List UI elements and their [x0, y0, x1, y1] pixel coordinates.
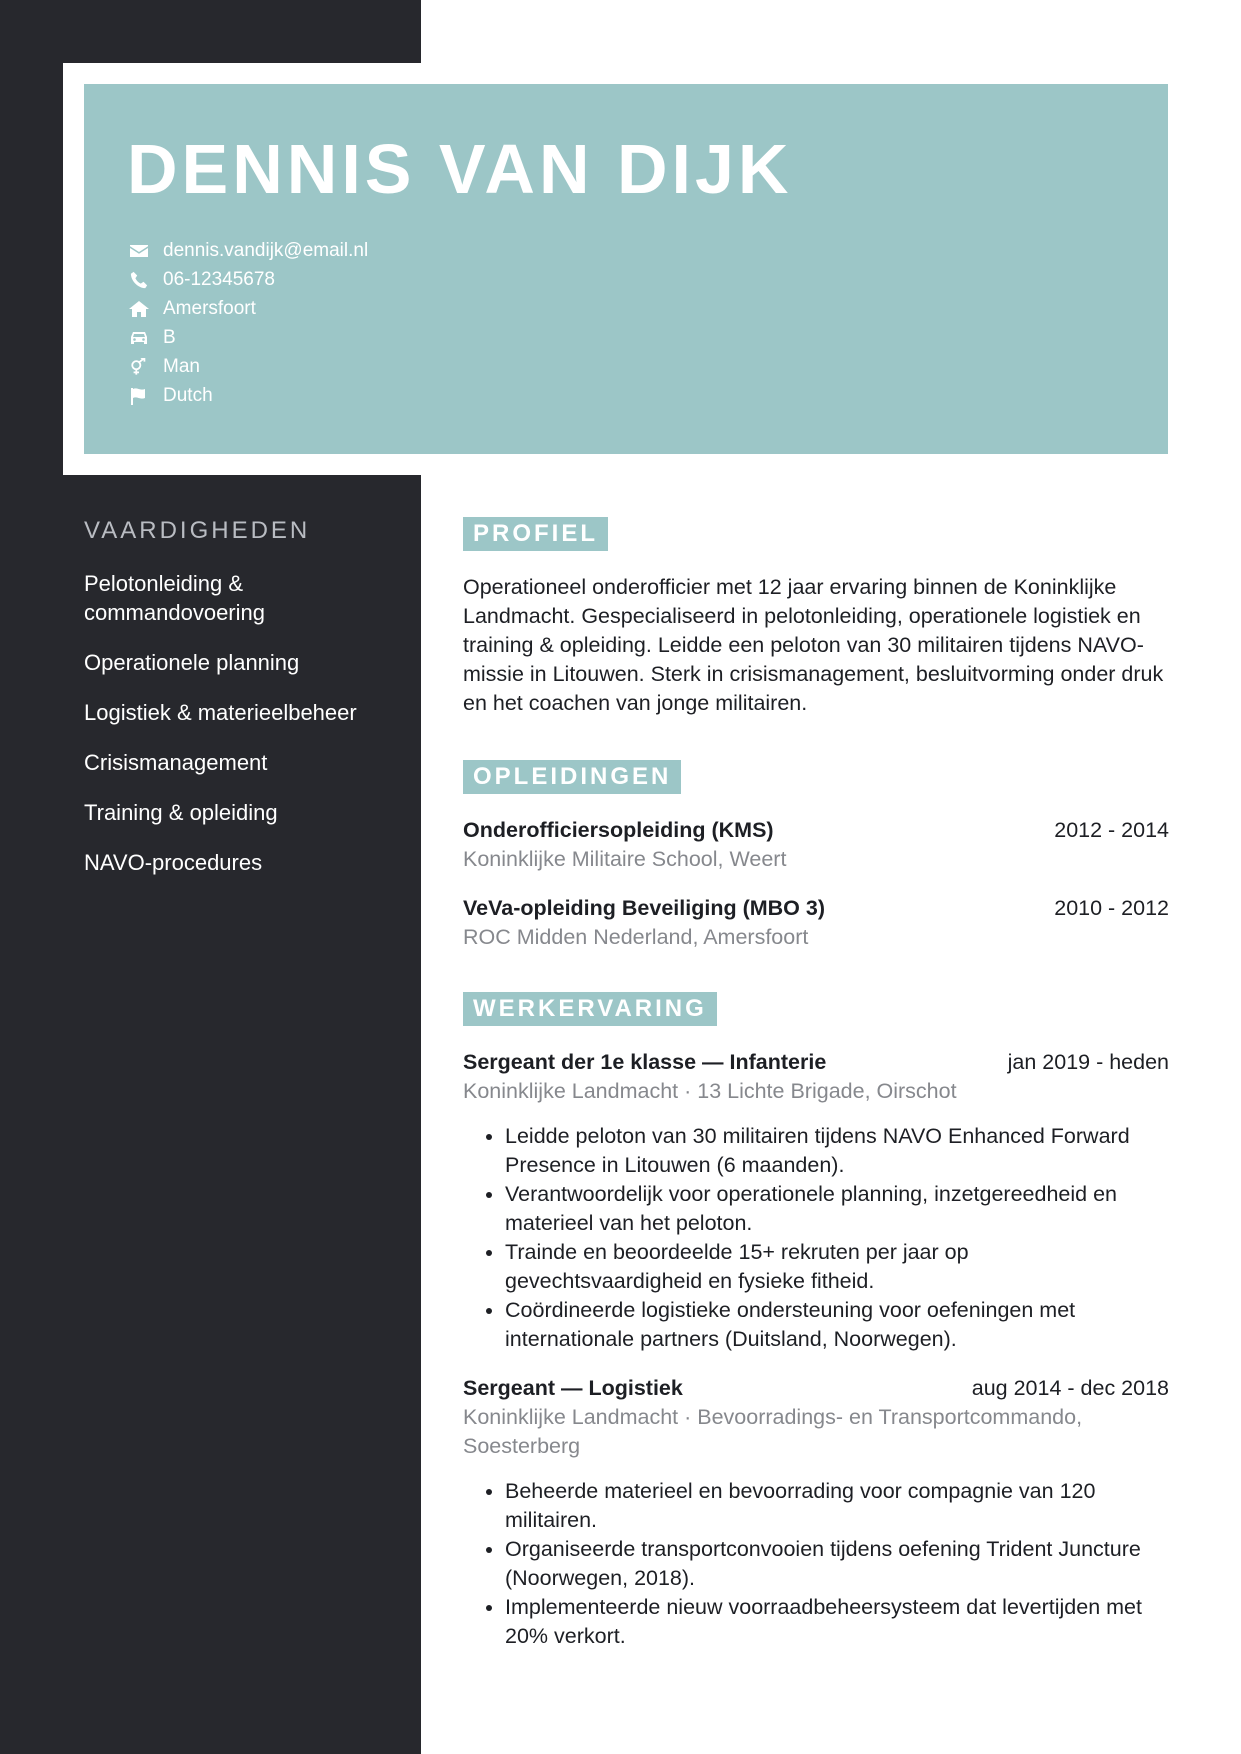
experience-section	[463, 992, 1169, 1651]
education-degree: VeVa-opleiding Beveiliging (MBO 3)	[463, 896, 825, 920]
contact-phone	[127, 265, 368, 294]
job-employer: Koninklijke Landmacht · 13 Lichte Brigade, Oirschot	[463, 1079, 957, 1103]
envelope-icon	[127, 241, 151, 261]
contact-phone-text: 06-12345678	[163, 268, 275, 290]
job-item	[463, 1048, 1169, 1354]
contact-email-text: dennis.vandijk@email.nl	[163, 239, 369, 261]
job-bullet: • Leidde peloton van 30 militairen tijdens NAVO Enhanced Forward Presence in Litouwen (6 maanden).	[505, 1122, 1169, 1180]
gender-icon	[127, 357, 151, 377]
car-icon	[127, 328, 151, 348]
contact-nationality-text: Dutch	[163, 384, 213, 406]
experience-title: WERKERVARING	[463, 992, 717, 1026]
education-section	[463, 760, 1169, 952]
skill-item: NAVO-procedures	[84, 850, 263, 875]
contact-gender	[127, 352, 368, 381]
job-title: Sergeant der 1e klasse — Infanterie	[463, 1050, 827, 1074]
skill-item: Training & opleiding	[84, 800, 278, 825]
contact-city	[127, 294, 368, 323]
contact-email	[127, 236, 368, 265]
contact-nationality	[127, 381, 368, 410]
education-institution: ROC Midden Nederland, Amersfoort	[463, 925, 809, 949]
contact-list	[127, 236, 368, 410]
skill-item: Operationele planning	[84, 650, 300, 675]
job-bullets	[463, 1477, 1169, 1651]
phone-icon	[127, 270, 151, 290]
header	[84, 84, 1168, 454]
skill-item: Crisismanagement	[84, 750, 268, 775]
profile-title: PROFIEL	[463, 517, 608, 551]
education-institution: Koninklijke Militaire School, Weert	[463, 847, 787, 871]
flag-icon	[127, 386, 151, 406]
home-icon	[127, 299, 151, 319]
education-degree: Onderofficiersopleiding (KMS)	[463, 818, 774, 842]
job-title: Sergeant — Logistiek	[463, 1376, 683, 1400]
job-bullet: • Coördineerde logistieke ondersteuning voor oefeningen met internationale partners (Duitsland, Noorwegen).	[505, 1296, 1169, 1354]
skills-title: VAARDIGHEDEN	[84, 517, 311, 544]
profile-section	[463, 517, 1169, 718]
job-dates: aug 2014 - dec 2018	[971, 1376, 1169, 1400]
job-bullet: • Organiseerde transportconvooien tijdens oefening Trident Juncture (Noorwegen, 2018).	[505, 1535, 1169, 1593]
education-dates: 2010 - 2012	[1054, 896, 1169, 920]
education-item	[463, 816, 1169, 874]
skill-item: Pelotonleiding & commandovoering	[84, 571, 265, 625]
skills-section	[84, 517, 404, 898]
education-item	[463, 894, 1169, 952]
skills-list	[84, 569, 404, 877]
main-content	[463, 517, 1169, 1651]
job-bullet: • Beheerde materieel en bevoorrading voor compagnie van 120 militairen.	[505, 1477, 1169, 1535]
job-bullet: • Trainde en beoordeelde 15+ rekruten per jaar op gevechtsvaardigheid en fysieke fitheid.	[505, 1238, 1169, 1296]
job-dates: jan 2019 - heden	[1007, 1050, 1169, 1074]
contact-city-text: Amersfoort	[163, 297, 256, 319]
education-title: OPLEIDINGEN	[463, 760, 681, 794]
education-dates: 2012 - 2014	[1054, 818, 1169, 842]
profile-text: Operationeel onderofficier met 12 jaar ervaring binnen de Koninklijke Landmacht. Gespecialiseerd in pelotonleiding, operationele logistiek en training & opleiding. Leidde een peloton van 30 militairen tijdens NAVO-missie in Litouwen. Sterk in crisismanagement, besluitvorming onder druk en het coachen van jonge militairen.	[463, 575, 1164, 715]
job-bullet: • Implementeerde nieuw voorraadbeheersysteem dat levertijden met 20% verkort.	[505, 1593, 1169, 1651]
job-item	[463, 1374, 1169, 1651]
contact-gender-text: Man	[163, 355, 200, 377]
job-bullet: • Verantwoordelijk voor operationele planning, inzetgereedheid en materieel van het peloton.	[505, 1180, 1169, 1238]
job-bullets	[463, 1122, 1169, 1354]
job-employer: Koninklijke Landmacht · Bevoorradings- en Transportcommando, Soesterberg	[463, 1405, 1083, 1458]
contact-license-text: B	[163, 326, 176, 348]
candidate-name: DENNIS VAN DIJK	[127, 130, 793, 208]
skill-item: Logistiek & materieelbeheer	[84, 700, 357, 725]
contact-license	[127, 323, 368, 352]
